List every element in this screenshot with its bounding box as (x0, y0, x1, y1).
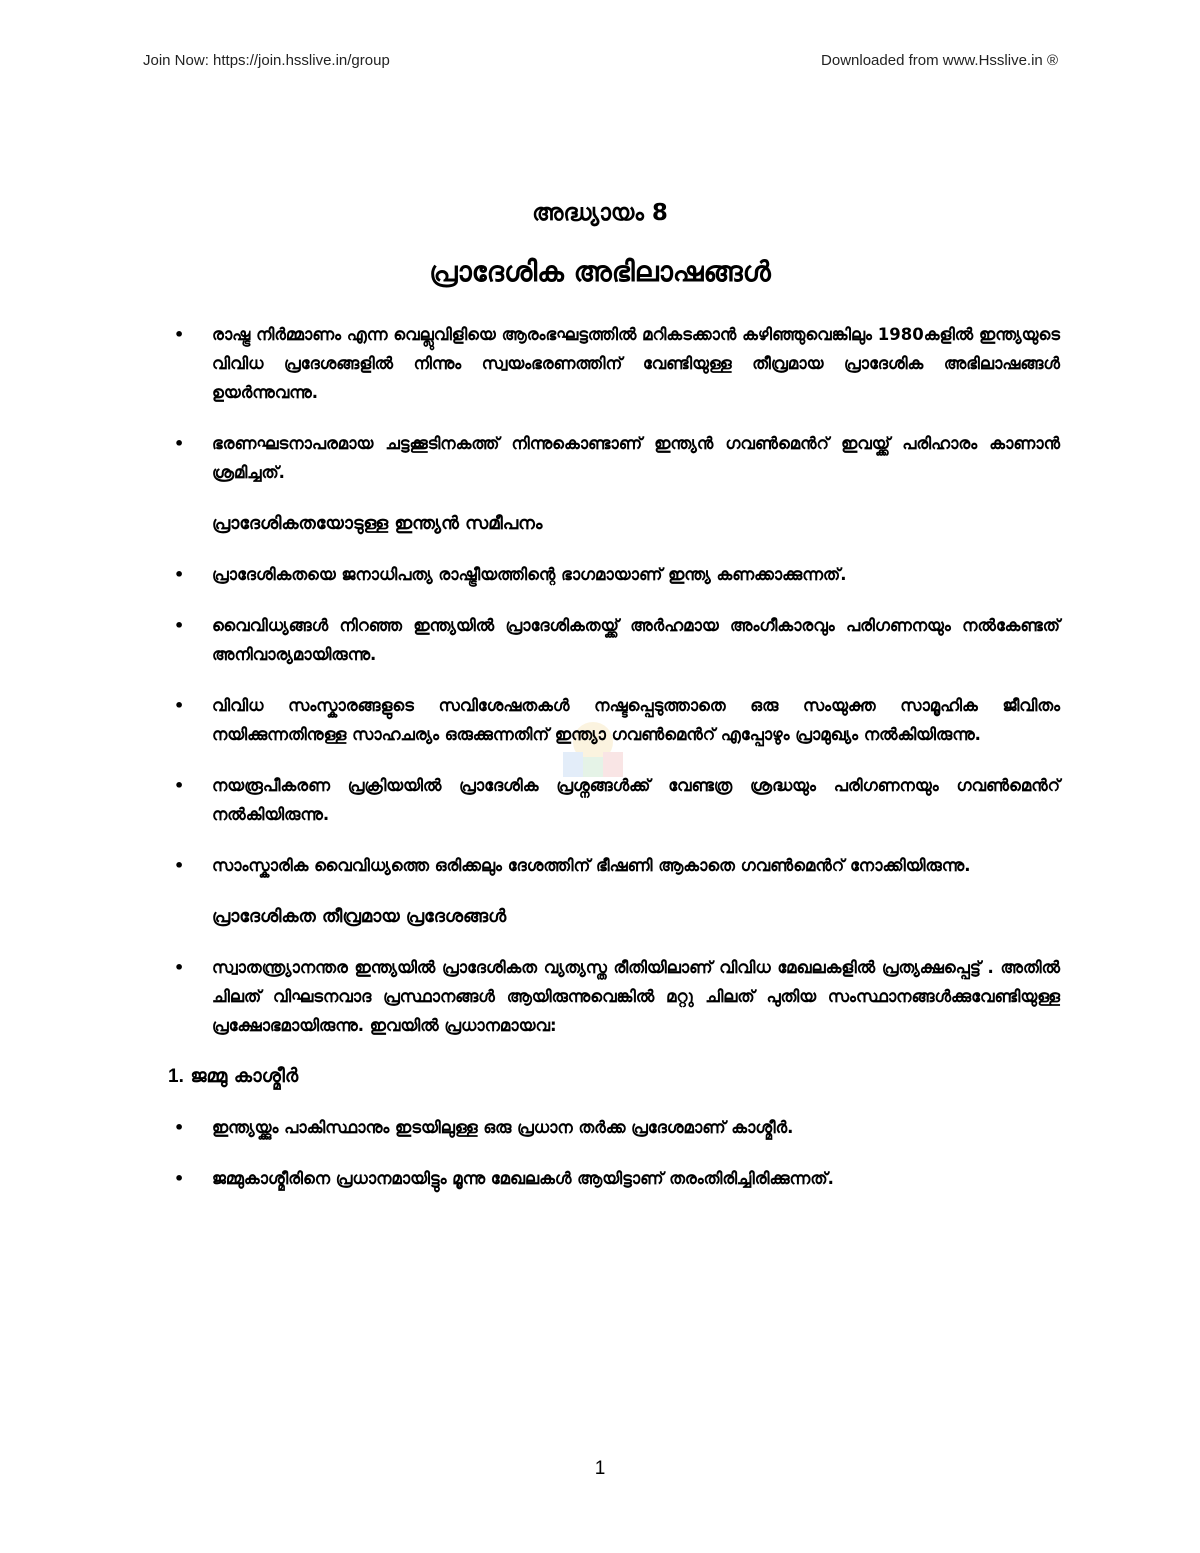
page-number: 1 (594, 1458, 606, 1479)
chapter-label: അദ്ധ്യായം 8 (532, 200, 668, 226)
list-item: • ഭരണഘടനാപരമായ ചട്ടക്കൂടിനകത്ത് നിന്നുകൊണ്ടാണ് ഇന്ത്യൻ ഗവൺമെൻറ് ഇവയ്ക്ക് പരിഹാരം കാണാൻ ശ്രമിച്ചത്. (172, 429, 1060, 487)
regions-bullet-list (172, 953, 1060, 1040)
list-item: • സാംസ്കാരിക വൈവിധ്യത്തെ ഒരിക്കലും ദേശത്തിന് ഭീഷണി ആകാതെ ഗവൺമെൻറ് നോക്കിയിരുന്നു. (172, 851, 1060, 880)
approach-bullet-list (172, 560, 1060, 880)
list-item: • രാഷ്ട്ര നിർമ്മാണം എന്ന വെല്ലുവിളിയെ ആരംഭഘട്ടത്തിൽ മറികടക്കാൻ കഴിഞ്ഞുവെങ്കിലും 1980കളിൽ ഇന്ത്യയുടെ വിവിധ പ്രദേശങ്ങളിൽ നിന്നും സ്വയംഭരണത്തിന് വേണ്ടിയുള്ള തീവ്രമായ പ്രാദേശിക അഭിലാഷങ്ങൾ ഉയർന്നുവന്നു. (172, 320, 1060, 407)
section-heading-regions: പ്രാദേശികത തീവ്രമായ പ്രദേശങ്ങൾ (212, 906, 507, 927)
page-title: പ്രാദേശിക അഭിലാഷങ്ങൾ (429, 255, 771, 288)
document-body (168, 320, 1060, 1215)
list-item: • പ്രാദേശികതയെ ജനാധിപത്യ രാഷ്ട്രീയത്തിന്റെ ഭാഗമായാണ് ഇന്ത്യ കണക്കാക്കുന്നത്. (172, 560, 1060, 589)
kashmir-bullet-list (172, 1113, 1060, 1193)
list-item: • വിവിധ സംസ്കാരങ്ങളുടെ സവിശേഷതകൾ നഷ്ടപ്പെടുത്താതെ ഒരു സംയുക്ത സാമൂഹിക ജീവിതം നയിക്കുന്നതിനുള്ള സാഹചര്യം ഒരുക്കുന്നതിന് ഇന്ത്യാ ഗവൺമെൻറ് എപ്പോഴും പ്രാമുഖ്യം നൽകിയിരുന്നു. (172, 691, 1060, 749)
list-item: • നയരൂപീകരണ പ്രക്രിയയിൽ പ്രാദേശിക പ്രശ്നങ്ങൾക്ക് വേണ്ടത്ര ശ്രദ്ധയും പരിഗണനയും ഗവൺമെൻറ് നൽകിയിരുന്നു. (172, 771, 1060, 829)
heading-number: 1. (168, 1066, 184, 1087)
intro-bullet-list (172, 320, 1060, 487)
header-join-link[interactable]: Join Now: https://join.hsslive.in/group (143, 52, 390, 69)
list-item: • ഇന്ത്യയ്ക്കും പാകിസ്ഥാനും ഇടയിലുള്ള ഒരു പ്രധാന തർക്ക പ്രദേശമാണ് കാശ്മീർ. (172, 1113, 1060, 1142)
list-item: • സ്വാതന്ത്ര്യാനന്തര ഇന്ത്യയിൽ പ്രാദേശികത വ്യത്യസ്ത രീതിയിലാണ് വിവിധ മേഖലകളിൽ പ്രത്യക്ഷപ്പെട്ട് . അതിൽ ചിലത് വിഘടനവാദ പ്രസ്ഥാനങ്ങൾ ആയിരുന്നുവെങ്കിൽ മറ്റു ചിലത് പുതിയ സംസ്ഥാനങ്ങൾക്കുവേണ്ടിയുള്ള പ്രക്ഷോഭമായിരുന്നു. ഇവയിൽ പ്രധാനമായവ: (172, 953, 1060, 1040)
list-item: • വൈവിധ്യങ്ങൾ നിറഞ്ഞ ഇന്ത്യയിൽ പ്രാദേശികതയ്ക്ക് അർഹമായ അംഗീകാരവും പരിഗണനയും നൽകേണ്ടത് അനിവാര്യമായിരുന്നു. (172, 611, 1060, 669)
header-download-source: Downloaded from www.Hsslive.in ® (821, 52, 1058, 69)
list-item: • ജമ്മുകാശ്മീരിനെ പ്രധാനമായിട്ടും മൂന്നു മേഖലകൾ ആയിട്ടാണ് തരംതിരിച്ചിരിക്കുന്നത്. (172, 1164, 1060, 1193)
section-heading-approach: പ്രാദേശികതയോടുള്ള ഇന്ത്യൻ സമീപനം (212, 513, 543, 534)
heading-text: ജമ്മു കാശ്മീർ (190, 1065, 299, 1087)
numbered-heading-kashmir (168, 1062, 1060, 1091)
